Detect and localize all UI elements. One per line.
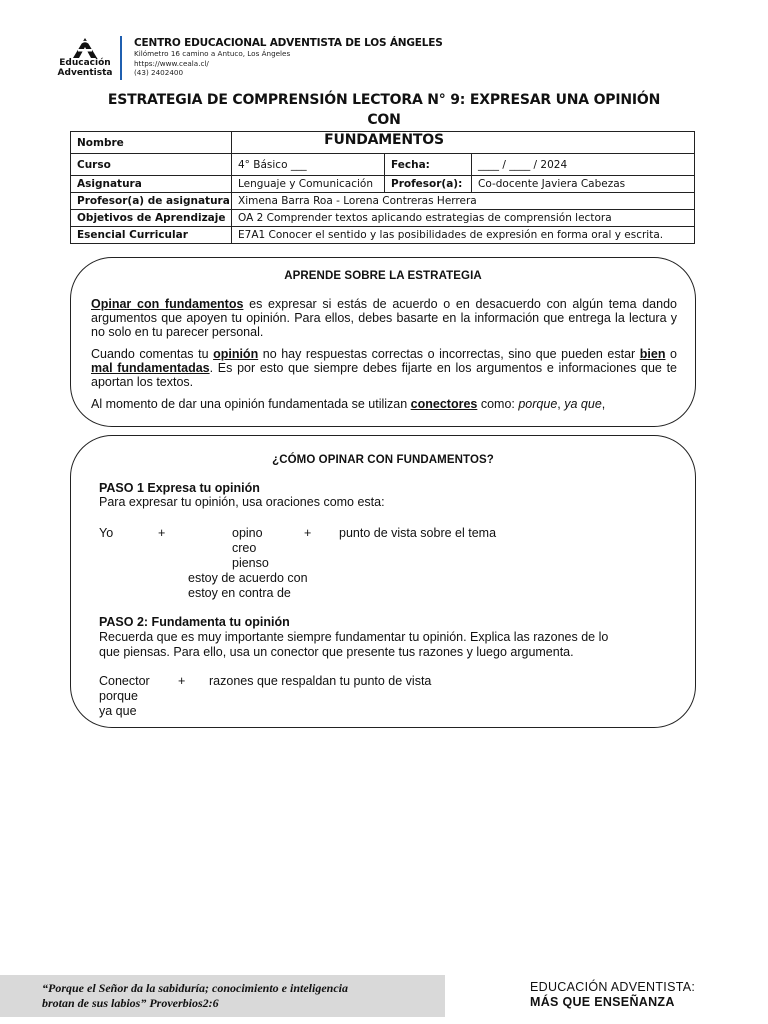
header-divider bbox=[120, 36, 122, 80]
logo-line-2: Adventista bbox=[57, 68, 113, 78]
profesor-asignatura-value: Ximena Barra Roa - Lorena Contreras Herrera bbox=[232, 193, 695, 210]
paragraph-3-text-b: como: bbox=[477, 397, 519, 411]
paso-2-line-2: que piensas. Para ello, usa un conector que presente tus razones y luego argumenta. bbox=[99, 645, 574, 659]
formula-ya-que: ya que bbox=[99, 704, 137, 718]
school-name: CENTRO EDUCACIONAL ADVENTISTA DE LOS ÁNGELES bbox=[134, 37, 443, 49]
how-to-box bbox=[70, 435, 696, 728]
bible-quote bbox=[42, 981, 442, 1011]
example-porque: porque bbox=[518, 397, 558, 411]
asignatura-value: Lenguaje y Comunicación bbox=[232, 176, 385, 193]
footer-quote-band bbox=[0, 975, 445, 1017]
paragraph-2-text-b: no hay respuestas correctas o incorrectas, sino que pueden estar bbox=[258, 347, 640, 361]
table-row bbox=[71, 154, 695, 176]
strategy-paragraph-3 bbox=[91, 397, 677, 411]
objetivos-value: OA 2 Comprender textos aplicando estrategias de comprensión lectora bbox=[232, 210, 695, 227]
logo-line-1: Educación bbox=[59, 58, 111, 68]
formula-creo: creo bbox=[232, 541, 257, 555]
footer-slogan-line-1: EDUCACIÓN ADVENTISTA: bbox=[530, 980, 696, 994]
formula-razones: razones que respaldan tu punto de vista bbox=[209, 674, 432, 688]
profesor-asignatura-label: Profesor(a) de asignatura bbox=[71, 193, 232, 210]
term-mal-fundamentadas: mal fundamentadas bbox=[91, 361, 210, 375]
footer-slogan-line-2: MÁS QUE ENSEÑANZA bbox=[530, 995, 675, 1009]
school-website[interactable]: https://www.ceala.cl/ bbox=[134, 58, 209, 68]
term-conectores: conectores bbox=[410, 397, 478, 411]
nombre-field[interactable] bbox=[232, 132, 695, 154]
profesor-label: Profesor(a): bbox=[385, 176, 472, 193]
paragraph-2-text-c: o bbox=[665, 347, 677, 361]
table-row bbox=[71, 132, 695, 154]
formula-en-contra: estoy en contra de bbox=[188, 586, 291, 600]
term-opinar-con-fundamentos: Opinar con fundamentos bbox=[91, 297, 244, 311]
objetivos-label: Objetivos de Aprendizaje bbox=[71, 210, 232, 227]
paragraph-3-text-a: Al momento de dar una opinión fundamentada se utilizan bbox=[91, 397, 411, 411]
paso-2-line-1: Recuerda que es muy importante siempre fundamentar tu opinión. Explica las razones de lo bbox=[99, 630, 609, 644]
asignatura-label: Asignatura bbox=[71, 176, 232, 193]
school-logo bbox=[50, 38, 120, 82]
how-to-box-title: ¿CÓMO OPINAR CON FUNDAMENTOS? bbox=[272, 454, 494, 466]
paragraph-3-text-d: , bbox=[601, 397, 606, 411]
title-line-1: ESTRATEGIA DE COMPRENSIÓN LECTORA N° 9: EXPRESAR UNA OPINIÓN CON bbox=[107, 92, 661, 128]
formula-pienso: pienso bbox=[232, 556, 269, 570]
paragraph-3-text-c: , bbox=[557, 397, 565, 411]
formula-porque: porque bbox=[99, 689, 138, 703]
formula-opino: opino bbox=[232, 526, 263, 540]
formula-punto-de-vista: punto de vista sobre el tema bbox=[339, 526, 497, 540]
formula-conector: Conector bbox=[99, 674, 150, 688]
school-info bbox=[134, 37, 443, 78]
table-row bbox=[71, 193, 695, 210]
nombre-label: Nombre bbox=[71, 132, 232, 154]
curso-label: Curso bbox=[71, 154, 232, 176]
quote-line-1: “Porque el Señor da la sabiduría; conocimiento e inteligencia bbox=[42, 981, 348, 995]
paso-1-title: PASO 1 Expresa tu opinión bbox=[99, 481, 260, 495]
paragraph-1-text: es expresar si estás de acuerdo o en desacuerdo con algún tema dando argumentos que apoyen tu opinión. Para ellos, debes basarte en la información que entrega la lectura y no solo en tu parecer personal. bbox=[91, 297, 677, 339]
strategy-box-title: APRENDE SOBRE LA ESTRATEGIA bbox=[284, 270, 482, 282]
term-bien: bien bbox=[639, 347, 666, 361]
school-address: Kilómetro 16 camino a Antuco, Los Ángeles bbox=[134, 49, 291, 58]
fecha-label: Fecha: bbox=[385, 154, 472, 176]
example-ya-que: ya que bbox=[564, 397, 602, 411]
student-info-table bbox=[70, 131, 695, 244]
formula-yo: Yo bbox=[99, 526, 114, 540]
table-row bbox=[71, 176, 695, 193]
paso-1-text: Para expresar tu opinión, usa oraciones como esta: bbox=[99, 495, 385, 509]
profesor-value: Co-docente Javiera Cabezas bbox=[472, 176, 695, 193]
adventist-logo-icon bbox=[72, 38, 98, 58]
formula-plus-3: + bbox=[178, 674, 186, 688]
term-opinion: opinión bbox=[213, 347, 259, 361]
table-row bbox=[71, 227, 695, 244]
formula-plus-2: + bbox=[304, 526, 312, 540]
formula-plus-1: + bbox=[158, 526, 166, 540]
esencial-label: Esencial Curricular bbox=[71, 227, 232, 244]
strategy-paragraph-2 bbox=[91, 347, 677, 389]
curso-value[interactable]: 4° Básico ___ bbox=[232, 154, 385, 176]
school-phone: (43) 2402400 bbox=[134, 68, 184, 77]
formula-de-acuerdo: estoy de acuerdo con bbox=[188, 571, 308, 585]
fecha-value[interactable]: ____ / ____ / 2024 bbox=[472, 154, 695, 176]
table-row bbox=[71, 210, 695, 227]
paragraph-2-text-a: Cuando comentas tu bbox=[91, 347, 214, 361]
paragraph-2-text-d: . Es por esto que siempre debes fijarte en los argumentos e informaciones que te aportan los textos. bbox=[91, 361, 677, 389]
strategy-box bbox=[70, 257, 696, 427]
esencial-value: E7A1 Conocer el sentido y las posibilidades de expresión en forma oral y escrita. bbox=[232, 227, 695, 244]
strategy-paragraph-1 bbox=[91, 297, 677, 339]
quote-line-2: brotan de sus labios” Proverbios2:6 bbox=[42, 996, 219, 1010]
paso-2-title: PASO 2: Fundamenta tu opinión bbox=[99, 615, 290, 629]
title-line-2: FUNDAMENTOS bbox=[324, 132, 444, 148]
